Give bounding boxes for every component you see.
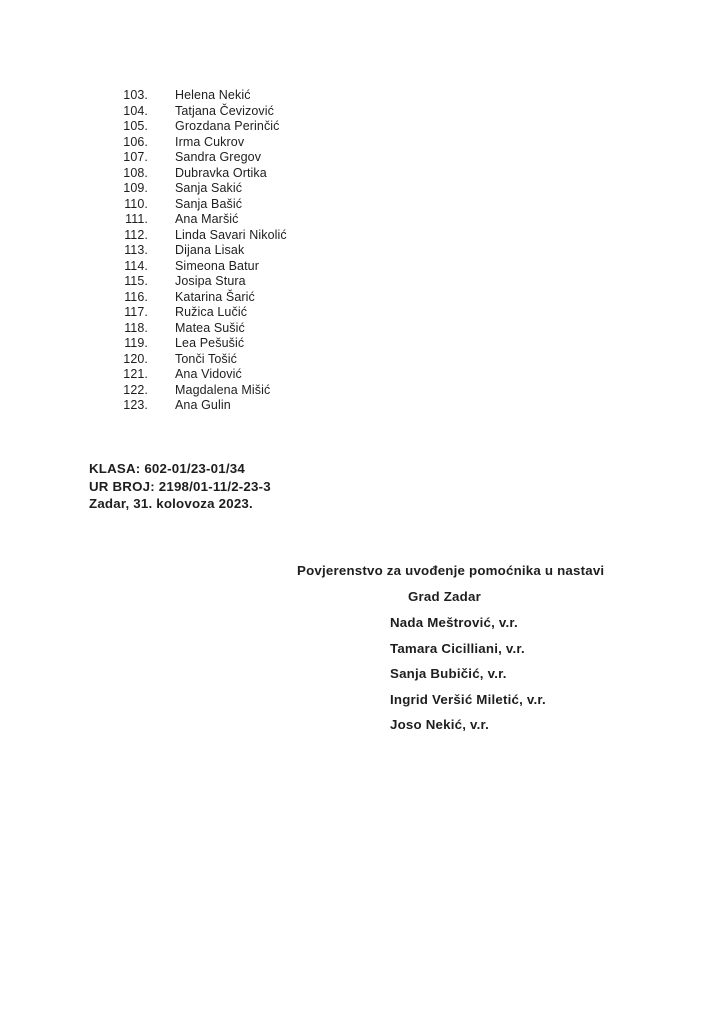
list-item-number: 103.: [123, 88, 148, 102]
list-item-number: 119.: [124, 336, 148, 350]
list-item-number: 118.: [124, 320, 148, 335]
list-item-name: Simeona Batur: [175, 258, 259, 273]
list-item-number: 123.: [123, 398, 148, 412]
list-item-number: 108.: [123, 165, 148, 180]
signatory-list: [390, 614, 546, 742]
list-item-name: Linda Savari Nikolić: [175, 227, 287, 242]
list-item-number: 114.: [124, 258, 148, 273]
list-item-name: Irma Cukrov: [175, 134, 245, 149]
list-item-number: 109.: [123, 181, 148, 195]
signatory-name: Sanja Bubičić, v.r.: [390, 666, 507, 681]
ur-broj-line: UR BROJ: 2198/01-11/2-23-3: [89, 478, 271, 494]
list-item: [0, 336, 724, 352]
list-item-number: 106.: [123, 134, 148, 149]
list-item: [0, 104, 724, 120]
list-item: [0, 243, 724, 259]
list-item-name: Sanja Bašić: [175, 196, 243, 211]
list-item: [0, 383, 724, 399]
name-list: [0, 88, 724, 414]
document-meta: [89, 460, 271, 513]
list-item-name: Ana Gulin: [175, 398, 231, 412]
list-item: [0, 290, 724, 306]
city-name: Grad Zadar: [408, 589, 481, 604]
list-item: [0, 367, 724, 383]
list-item-name: Dubravka Ortika: [175, 165, 267, 180]
list-item-name: Ružica Lučić: [175, 305, 248, 319]
list-item: [0, 197, 724, 213]
list-item: [0, 166, 724, 182]
list-item-number: 113.: [124, 243, 148, 257]
list-item-name: Ana Vidović: [175, 367, 242, 381]
list-item-name: Dijana Lisak: [175, 243, 245, 257]
list-item-name: Tonči Tošić: [175, 351, 238, 366]
list-item: [0, 274, 724, 290]
list-item: [0, 181, 724, 197]
list-item-number: 111.: [125, 212, 148, 226]
signatory-name: Tamara Cicilliani, v.r.: [390, 640, 525, 656]
klasa-line: KLASA: 602-01/23-01/34: [89, 461, 245, 476]
list-item: [0, 88, 724, 104]
list-item-name: Helena Nekić: [175, 88, 251, 102]
list-item-number: 117.: [124, 305, 148, 319]
place-date-line: Zadar, 31. kolovoza 2023.: [89, 496, 253, 511]
committee-title: Povjerenstvo za uvođenje pomoćnika u nastavi: [297, 563, 605, 578]
signatory-name: Ingrid Veršić Miletić, v.r.: [390, 691, 546, 707]
list-item-number: 121.: [123, 367, 148, 381]
list-item-name: Ana Maršić: [175, 212, 239, 226]
list-item-name: Lea Pešušić: [175, 336, 245, 350]
list-item-name: Magdalena Mišić: [175, 382, 271, 397]
list-item-name: Sandra Gregov: [175, 150, 262, 164]
list-item-number: 104.: [123, 103, 148, 118]
signatory-name: Nada Meštrović, v.r.: [390, 615, 518, 630]
list-item: [0, 321, 724, 337]
list-item-number: 120.: [123, 351, 148, 366]
list-item: [0, 150, 724, 166]
list-item-number: 110.: [124, 196, 148, 211]
list-item-name: Tatjana Čevizović: [175, 103, 274, 118]
list-item-number: 105.: [123, 119, 148, 133]
list-item: [0, 398, 724, 414]
list-item-number: 122.: [123, 382, 148, 397]
list-item-name: Sanja Sakić: [175, 181, 243, 195]
list-item-name: Katarina Šarić: [175, 289, 255, 304]
list-item: [0, 352, 724, 368]
list-item: [0, 305, 724, 321]
list-item: [0, 135, 724, 151]
list-item: [0, 212, 724, 228]
list-item: [0, 119, 724, 135]
list-item-number: 107.: [123, 150, 148, 164]
list-item-name: Josipa Stura: [175, 274, 246, 288]
list-item-number: 112.: [124, 227, 148, 242]
list-item: [0, 259, 724, 275]
list-item-number: 115.: [124, 274, 148, 288]
list-item: [0, 228, 724, 244]
signatory-name: Joso Nekić, v.r.: [390, 717, 490, 732]
list-item-name: Grozdana Perinčić: [175, 119, 280, 133]
list-item-name: Matea Sušić: [175, 320, 245, 335]
list-item-number: 116.: [124, 289, 148, 304]
